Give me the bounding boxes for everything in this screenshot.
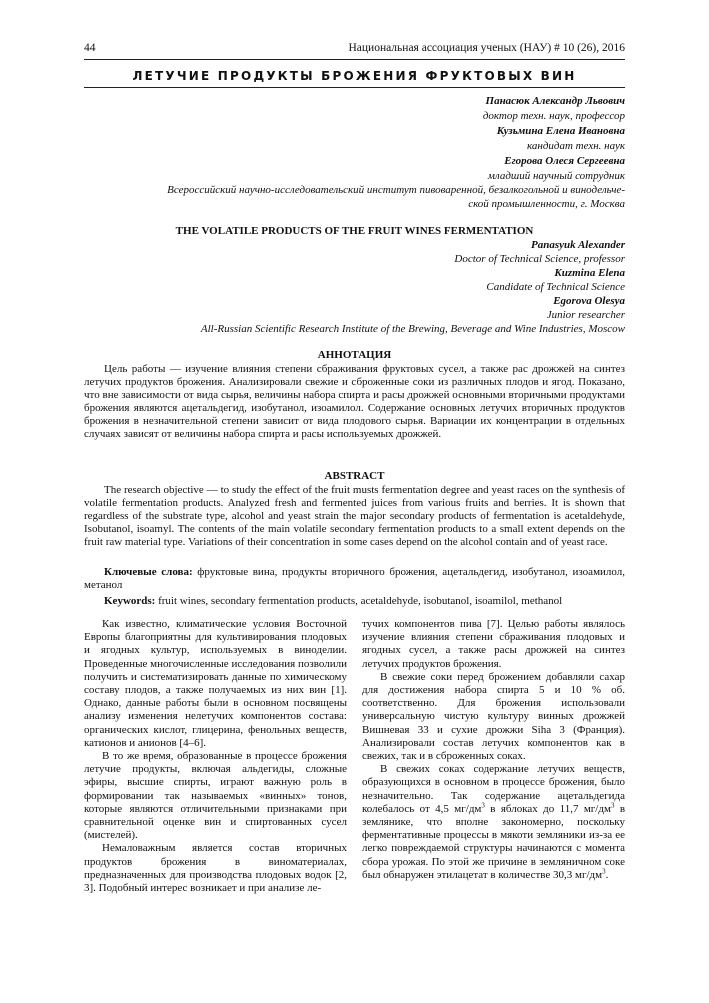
abstract-text: The research objective — to study the effect of the fruit musts fermentation degree and yeast races on the synthesis of volatile fermentation products. Analyzed fresh and fermented juices from various fruits and berries. It is shown that regardless of the substrate type, alcohol and yeast strain the major secondary products of fermentation is acetaldehyde, Isobutanol, isoamyl. The contents of the main volatile secondary fermentation products to a small extent depends on the fruit raw material type. Variations of their concentration in some cases depend on the alcohol contain and of yeast race. (84, 484, 625, 548)
text-run: в землянике, что вполне закономерно, поскольку ферментативные процессы в мякоти земляники из-за ее легко повреждаемой структуры начинаются с момента сбора урожая. По этой же причине в земляничном соке был обнаружен этилацетат в количестве 30,3 мг/дм (362, 802, 626, 881)
annotation-heading: АННОТАЦИЯ (317, 349, 392, 361)
author-position: младший научный сотрудник (487, 170, 625, 182)
author-name-en: Kuzmina Elena (554, 267, 625, 279)
body-right-column (362, 618, 625, 882)
superscript: 3 (481, 801, 485, 810)
text-run: В свежих соках содержание летучих веществ, образующихся в основном в процессе брожения, было незначительно. Так содержание ацетальдегида колебалось от 4,5 мг/дм (362, 763, 625, 815)
title-divider (84, 87, 625, 88)
text-run: в яблоках до 11,7 мг/дм (484, 802, 611, 815)
author-name: Егорова Олеся Сергеевна (504, 155, 625, 167)
author-name-en: Panasyuk Alexander (530, 239, 625, 251)
author-name: Кузьмина Елена Ивановна (496, 125, 625, 137)
article-title: ЛЕТУЧИЕ ПРОДУКТЫ БРОЖЕНИЯ ФРУКТОВЫХ ВИН (132, 69, 577, 83)
author-name-en: Egorova Olesya (553, 295, 625, 307)
author-position-en: Doctor of Technical Science, professor (454, 253, 625, 265)
keywords-en-text: fruit wines, secondary fermentation products, acetaldehyde, isobutanol, isoamilol, methanol (155, 595, 563, 607)
article-title-en: THE VOLATILE PRODUCTS OF THE FRUIT WINES FERMENTATION (175, 225, 534, 237)
body-left-column (84, 618, 347, 895)
keywords-en-label: Keywords: (104, 595, 156, 607)
body-paragraph: В то же время, образованные в процессе брожения летучие продукты, включая альдегиды, сложные эфиры, высшие спирты, играют важную роль в формировании так называемых «винных» тонов, которые являются отличительными признаками при сравнительной оценке вин и спиртованных сусел (мистелей). (84, 750, 347, 842)
annotation-text: Цель работы — изучение влияния степени сбраживания фруктовых сусел, а также рас дрожжей на синтез летучих продуктов брожения. Анализировали свежие и сброженные соки из различных плодов и ягод. Показано, что вне зависимости от вида сырья, величины набора спирта и расы дрожжей основными вторичными продуктами брожения являются ацетальдегид, изобутанол, изоамилол. Содержание основных летучих вторичных продуктов брожения в незначительной степени зависит от вида плодового сырья. Вариации их концентрации в отдельных случаях зависят от величины набора спирта и расы используемых дрожжей. (84, 363, 625, 440)
keywords-en (84, 595, 625, 608)
body-paragraph (362, 763, 625, 882)
abstract-heading: ABSTRACT (324, 470, 385, 482)
journal-header: Национальная ассоциация ученых (НАУ) # 10 (26), 2016 (348, 42, 625, 54)
author-position-en: Candidate of Technical Science (486, 281, 625, 293)
author-position-en: Junior researcher (546, 309, 625, 321)
author-name: Панасюк Александр Львович (485, 95, 625, 107)
author-position: доктор техн. наук, профессор (482, 110, 625, 122)
text-run: . (605, 868, 609, 881)
keywords-ru-label: Ключевые слова: (104, 566, 193, 578)
header-divider (84, 59, 625, 60)
page-number: 44 (84, 42, 96, 54)
author-position: кандидат техн. наук (526, 140, 625, 152)
affiliation-ru-cont: ской промышленности, г. Москва (468, 198, 625, 210)
affiliation-ru: Всероссийский научно-исследовательский институт пивоваренной, безалкогольной и винодельче- (167, 184, 625, 196)
keywords-ru (84, 566, 625, 592)
affiliation-en: All-Russian Scientific Research Institute of the Brewing, Beverage and Wine Industries, Moscow (200, 323, 625, 335)
superscript: 3 (602, 867, 606, 876)
body-paragraph: В свежие соки перед брожением добавляли сахар для достижения набора спирта 5 и 10 % об. соответственно. Для брожения использовали универсальную чистую культуру винных дрожжей Вишневая 33 и сухие дрожжи Siha 3 (Франция). Анализировали состав летучих компонентов как в свежих, так и в сброженных соках. (362, 670, 625, 763)
keywords-ru-text: фруктовые вина, продукты вторичного брожения, ацетальдегид, изобутанол, изоамилол, метанол (84, 566, 626, 591)
body-paragraph: Немаловажным является состав вторичных продуктов брожения в виноматериалах, предназначенных для производства плодовых водок [2, 3]. Подобный интерес возникает и при анализе ле- (84, 842, 347, 895)
superscript: 3 (610, 801, 615, 810)
body-paragraph: тучих компонентов пива [7]. Целью работы являлось изучение влияния степени сбраживания плодовых и ягодных сусел, а также расы дрожжей на синтез летучих продуктов брожения. (362, 618, 625, 670)
body-paragraph: Как известно, климатические условия Восточной Европы благоприятны для культивирования плодовых и ягодных культур, используемых в виноделии. Проведенные многочисленные исследования позволили получить и систематизировать данные по химическому составу плодов, а также получаемых из них вин [1]. Однако, данные работы были в основном посвящены анализу изменения нелетучих компонентов состава: органических кислот, глицерина, фенольных веществ, катионов и анионов [4–6]. (84, 618, 347, 749)
